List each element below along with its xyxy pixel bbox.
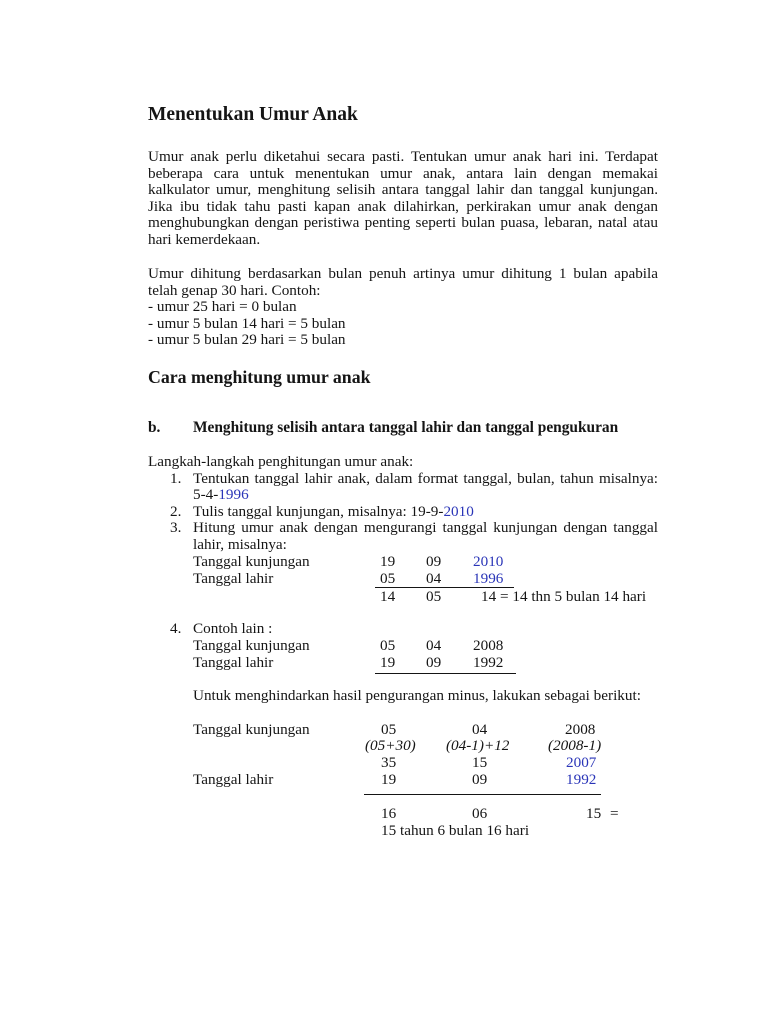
table-cell-day: 05 xyxy=(380,636,396,654)
subsection-title: Menghitung selisih antara tanggal lahir dan tanggal pengukuran xyxy=(193,418,619,436)
result-day: 16 xyxy=(381,804,397,822)
table-cell-year: 2010 xyxy=(473,552,504,570)
step-number: 3. xyxy=(170,518,182,536)
table-cell-label: Tanggal lahir xyxy=(193,770,274,788)
step-text: Contoh lain : xyxy=(193,619,273,637)
table-cell-day: 05 xyxy=(381,720,397,738)
intro-paragraph xyxy=(148,149,658,249)
highlighted-year: 2010 xyxy=(443,502,474,520)
equals-sign: = xyxy=(610,804,619,822)
step-text-prefix: Tulis tanggal kunjungan, misalnya: 19-9- xyxy=(193,502,444,520)
example-item: - umur 5 bulan 14 hari = 5 bulan xyxy=(148,314,346,332)
table-cell-month: 04 xyxy=(426,569,442,587)
section-heading: Cara menghitung umur anak xyxy=(148,367,371,387)
table-cell-label: Tanggal lahir xyxy=(193,653,274,671)
step-note: Untuk menghindarkan hasil pengurangan minus, lakukan sebagai berikut: xyxy=(193,686,641,704)
table-cell-day: 19 xyxy=(381,770,397,788)
age-rule-paragraph xyxy=(148,266,658,349)
page-title: Menentukan Umur Anak xyxy=(148,104,358,125)
example-item: - umur 25 hari = 0 bulan xyxy=(148,298,297,316)
step-text xyxy=(193,503,474,520)
adjusted-day: 35 xyxy=(381,753,397,771)
table-cell-label: Tanggal kunjungan xyxy=(193,552,310,570)
paragraph-line: telah genap 30 hari. Contoh: xyxy=(148,281,321,299)
paragraph-line: beberapa cara untuk menentukan umur anak, antara lain dengan memakai xyxy=(148,164,658,182)
table-cell-day: 05 xyxy=(380,569,396,587)
table-cell-day: 19 xyxy=(380,552,396,570)
paragraph-line: kalkulator umur, menghitung selisih antara tanggal lahir dan tanggal kunjungan. xyxy=(148,181,658,199)
adjusted-month: 15 xyxy=(472,753,488,771)
table-cell-year: 1992 xyxy=(566,770,597,788)
result-year: 14 = 14 thn 5 bulan 14 hari xyxy=(481,587,647,605)
table-cell-year: 2008 xyxy=(565,720,596,738)
result-text: 15 tahun 6 bulan 16 hari xyxy=(381,821,530,839)
table-cell-label: Tanggal kunjungan xyxy=(193,720,310,738)
paragraph-line: Umur anak perlu diketahui secara pasti. Tentukan umur anak hari ini. Terdapat xyxy=(148,148,658,165)
example-date-prefix: 5-4- xyxy=(193,485,219,503)
paragraph-line: hari kemerdekaan. xyxy=(148,230,261,248)
paragraph-line: Jika ibu tidak tahu pasti kapan anak dilahirkan, perkirakan umur anak dengan xyxy=(148,197,658,215)
step-example xyxy=(193,486,249,503)
step-number: 2. xyxy=(170,502,182,520)
table-cell-label: Tanggal kunjungan xyxy=(193,636,310,654)
table-cell-year: 1992 xyxy=(473,653,504,671)
step-number: 4. xyxy=(170,619,182,637)
adjusted-year: 2007 xyxy=(566,753,597,771)
step-number: 1. xyxy=(170,469,182,487)
table-cell-year: 1996 xyxy=(473,569,504,587)
borrow-year: (2008-1) xyxy=(548,736,602,754)
result-month: 06 xyxy=(472,804,488,822)
step-text: Hitung umur anak dengan mengurangi tanggal kunjungan dengan tanggal xyxy=(193,518,658,536)
paragraph-line: Umur dihitung berdasarkan bulan penuh artinya umur dihitung 1 bulan apabila xyxy=(148,265,658,282)
table-cell-year: 2008 xyxy=(473,636,504,654)
table-cell-month: 09 xyxy=(472,770,488,788)
table-cell-label: Tanggal lahir xyxy=(193,569,274,587)
table-cell-day: 19 xyxy=(380,653,396,671)
result-month: 05 xyxy=(426,587,442,605)
subsection-marker: b. xyxy=(148,418,161,436)
result-year: 15 xyxy=(586,804,602,822)
highlighted-year: 1996 xyxy=(218,485,249,503)
table-cell-month: 09 xyxy=(426,653,442,671)
borrow-day: (05+30) xyxy=(365,736,416,754)
paragraph-line: menghubungkan dengan peristiwa penting seperti bulan puasa, lebaran, natal atau xyxy=(148,214,658,232)
step-text: Tentukan tanggal lahir anak, dalam format tanggal, bulan, tahun misalnya: xyxy=(193,469,658,487)
steps-intro: Langkah-langkah penghitungan umur anak: xyxy=(148,452,414,470)
subtraction-rule-line xyxy=(375,673,516,674)
table-cell-month: 04 xyxy=(472,720,488,738)
step-text: lahir, misalnya: xyxy=(193,535,287,553)
table-cell-month: 09 xyxy=(426,552,442,570)
example-item: - umur 5 bulan 29 hari = 5 bulan xyxy=(148,331,346,349)
borrow-month: (04-1)+12 xyxy=(446,736,510,754)
result-day: 14 xyxy=(380,587,396,605)
subtraction-rule-line xyxy=(364,794,601,795)
table-cell-month: 04 xyxy=(426,636,442,654)
